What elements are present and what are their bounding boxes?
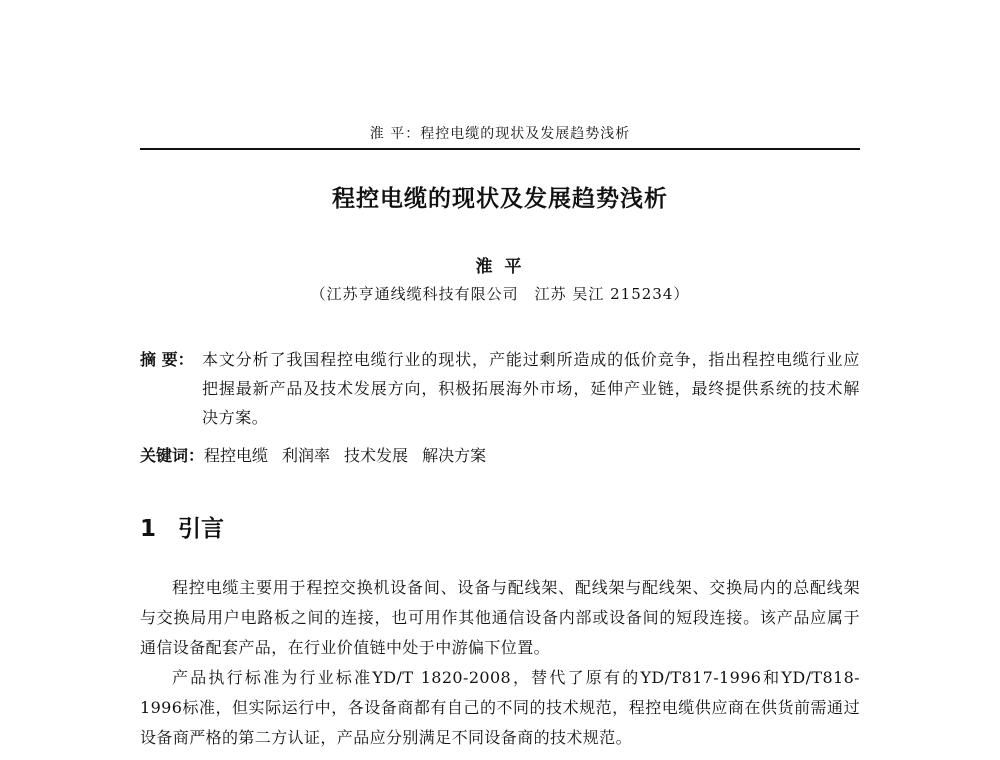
running-head: 淮 平：程控电缆的现状及发展趋势浅析 <box>369 126 631 142</box>
abstract-block <box>140 345 860 432</box>
keyword: 技术发展 <box>344 446 409 465</box>
keywords-label: 关键词： <box>140 446 205 465</box>
section-title: 引言 <box>178 516 225 542</box>
paper-title: 程控电缆的现状及发展趋势浅析 <box>332 185 668 212</box>
section-number: 1 <box>140 516 157 542</box>
keyword: 程控电缆 <box>204 446 269 465</box>
body-text <box>140 573 860 753</box>
header-rule <box>140 148 860 150</box>
author-affiliation: （江苏亨通线缆科技有限公司 江苏 吴江 215234） <box>310 285 690 303</box>
abstract-label: 摘 要： <box>140 350 194 369</box>
abstract-text: 本文分析了我国程控电缆行业的现状，产能过剩所造成的低价竞争，指出程控电缆行业应把握最新产品及技术发展方向，积极拓展海外市场，延伸产业链，最终提供系统的技术解决方案。 <box>202 350 860 427</box>
section-heading <box>140 510 224 543</box>
paragraph: 产品执行标准为行业标准YD/T 1820-2008，替代了原有的YD/T817-1996和YD/T818-1996标准，但实际运行中，各设备商都有自己的不同的技术规范，程控电缆供应商在供货前需通过设备商严格的第二方认证，产品应分别满足不同设备商的技术规范。 <box>140 668 860 747</box>
keyword: 利润率 <box>282 446 331 465</box>
author-name: 淮 平 <box>475 257 525 277</box>
keyword: 解决方案 <box>422 446 487 465</box>
keywords-block <box>140 445 860 467</box>
paragraph: 程控电缆主要用于程控交换机设备间、设备与配线架、配线架与配线架、交换局内的总配线架与交换局用户电路板之间的连接，也可用作其他通信设备内部或设备间的短段连接。该产品应属于通信设备配套产品，在行业价值链中处于中游偏下位置。 <box>140 578 860 657</box>
